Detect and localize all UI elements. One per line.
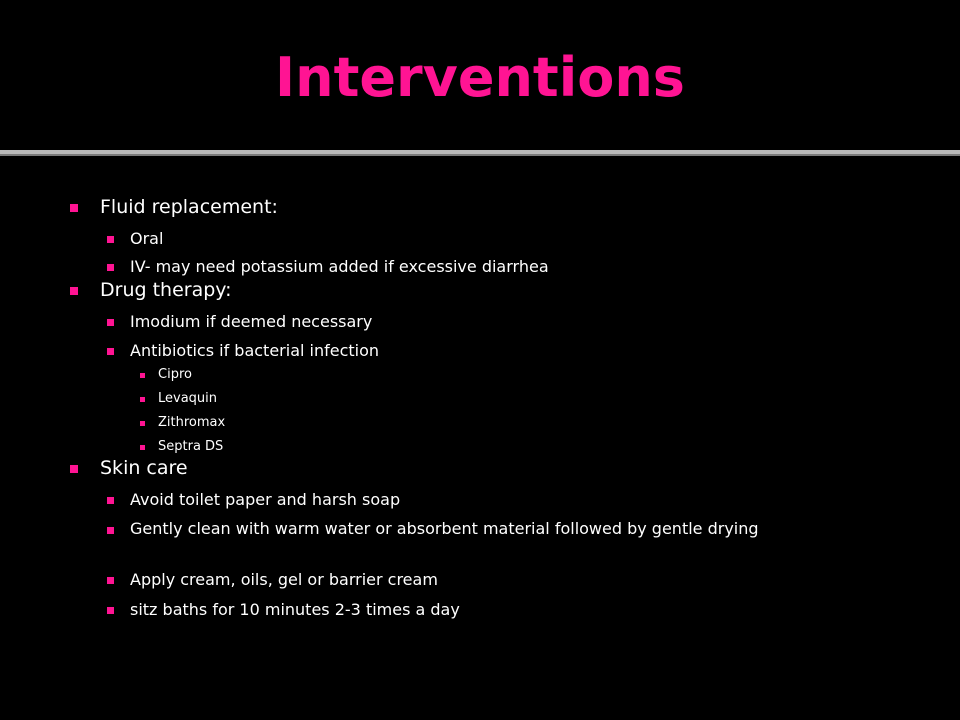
sub-bullet-iv xyxy=(130,257,549,276)
sub-bullet-gently-clean xyxy=(130,520,860,538)
bullet-drug-therapy xyxy=(100,279,232,301)
bullet-label: Gently clean with warm water or absorbent material followed by gentle drying xyxy=(130,519,759,538)
bullet-label: Levaquin xyxy=(158,391,218,406)
bullet-label: Drug therapy: xyxy=(100,279,232,301)
square-bullet-icon xyxy=(140,445,145,450)
bullet-fluid-replacement xyxy=(100,196,278,218)
square-bullet-icon xyxy=(107,577,114,584)
bullet-label: Avoid toilet paper and harsh soap xyxy=(130,490,401,509)
square-bullet-icon xyxy=(107,264,114,271)
square-bullet-icon xyxy=(140,421,145,426)
bullet-skin-care xyxy=(100,457,188,479)
drug-septra-ds xyxy=(158,439,223,454)
slide-content xyxy=(0,156,960,720)
bullet-label: Apply cream, oils, gel or barrier cream xyxy=(130,570,438,589)
title-bar xyxy=(0,0,960,150)
bullet-label: Fluid replacement: xyxy=(100,196,278,218)
bullet-label: sitz baths for 10 minutes 2-3 times a day xyxy=(130,600,460,619)
square-bullet-icon xyxy=(70,204,78,212)
sub-bullet-apply-cream xyxy=(130,570,438,589)
bullet-label: Antibiotics if bacterial infection xyxy=(130,341,380,360)
slide-title: Interventions xyxy=(275,46,685,109)
square-bullet-icon xyxy=(70,287,78,295)
bullet-label: IV- may need potassium added if excessive diarrhea xyxy=(130,257,549,276)
bullet-label: Skin care xyxy=(100,457,188,479)
bullet-label: Imodium if deemed necessary xyxy=(130,312,373,331)
square-bullet-icon xyxy=(140,397,145,402)
square-bullet-icon xyxy=(107,319,114,326)
drug-cipro xyxy=(158,367,192,382)
square-bullet-icon xyxy=(107,348,114,355)
sub-bullet-imodium xyxy=(130,312,372,331)
square-bullet-icon xyxy=(107,607,114,614)
sub-bullet-sitz-baths xyxy=(130,600,460,619)
square-bullet-icon xyxy=(107,236,114,243)
square-bullet-icon xyxy=(70,465,78,473)
sub-bullet-avoid-toilet-paper xyxy=(130,490,400,509)
sub-bullet-antibiotics xyxy=(130,341,379,360)
bullet-label: Zithromax xyxy=(158,415,226,430)
sub-bullet-oral xyxy=(130,229,163,248)
bullet-label: Septra DS xyxy=(158,439,224,454)
bullet-label: Cipro xyxy=(158,367,192,382)
drug-zithromax xyxy=(158,415,225,430)
square-bullet-icon xyxy=(107,497,114,504)
square-bullet-icon xyxy=(107,527,114,534)
drug-levaquin xyxy=(158,391,217,406)
bullet-label: Oral xyxy=(130,229,164,248)
square-bullet-icon xyxy=(140,373,145,378)
